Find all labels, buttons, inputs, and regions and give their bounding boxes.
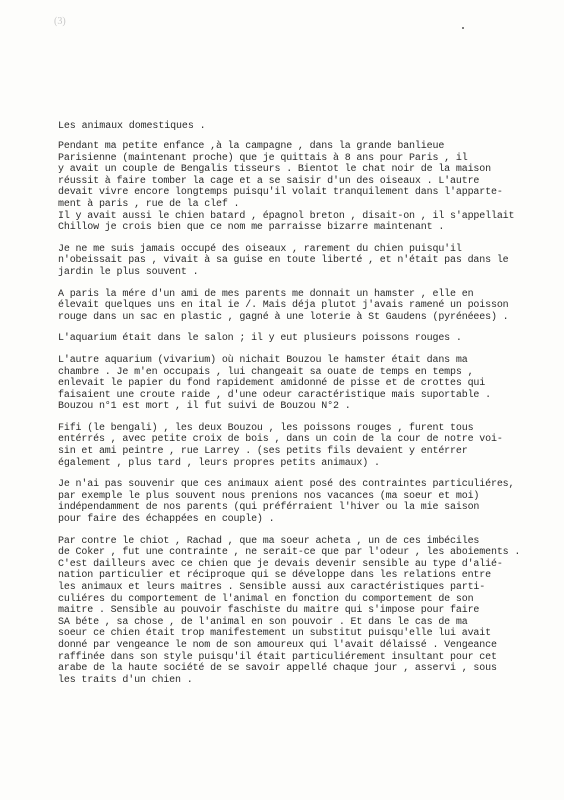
paragraph-5: L'autre aquarium (vivarium) où nichait Bouzou le hamster était dans ma chambre . Je m'en occupais , lui changeait sa ouate de temps en temps , enlevait le papier du fond rapidement amidonné de pisse et de crottes qui faisaient une croute raide , d'une odeur caractéristique mais suportable . Bouzou n°1 est mort , il fut suivi de Bouzou N°2 . [58,354,491,413]
paragraph-1: Pendant ma petite enfance ,à la campagne , dans la grande banlieue Parisienne (maintenant proche) que je quittais à 8 ans pour Paris , il y avait un couple de Bengalis tisseurs . Bientot le chat noir de la maison réussit à faire tomber la cage et a se saisir d'un des oiseaux . L'autre devait vivre encore longtemps puisqu'il volait tranquilement dans l'apparte- ment à paris , rue de la clef . Il y avait aussi le chien batard , épagnol breton , disait-on , il s'appellait Chillow je crois bien que ce nom me parraisse bizarre maintenant . [58,141,515,234]
paragraph-7: Je n'ai pas souvenir que ces animaux aient posé des contraintes particuliéres, par exemple le plus souvent nous prenions nos vacances (ma soeur et moi) indépendamment de nos parents (qui préférraient l'hiver ou la mie saison pour faire des échappées en couple) . [58,479,515,526]
paragraph-4: L'aquarium était dans le salon ; il y eut plusieurs poissons rouges . [58,333,462,345]
document-title: Les animaux domestiques . [58,121,206,132]
paragraph-8: Par contre le chiot , Rachad , que ma soeur acheta , un de ces imbéciles de Coker , fut une contrainte , ne serait-ce que par l'odeur , les aboiements . C'est dailleurs avec ce chien que je devais devenir sensible au type d'alié- nation particulier et réciproque qui se développe dans les relations entre les animaux et leurs maitres . Sensible aussi aux caractéristiques parti- culiéres du comportement de l'animal en fonction du comportement de son maitre . Sensible au pouvoir faschiste du maitre qui s'impose pour faire SA béte , sa chose , de l'animal en son pouvoir . Et dans le cas de ma soeur ce chien était trop manifestement un substitut puisqu'elle lui avait donné par vengeance le nom de son amoureux qui l'avait délaissé . Vengeance raffinée dans son style puisqu'il était particuliérement insultant pour cet arabe de la haute société de se savoir appellé chaque jour , asservi , sous les traits d'un chien . [58,535,521,686]
page-number-mark: (3) [54,16,66,27]
document-body [58,141,558,696]
paragraph-3: A paris la mére d'un ami de mes parents me donnait un hamster , elle en élevait quelques uns en ital ie /. Mais déja plutot j'avais ramené un poisson rouge dans un sac en plastic , gagné à une loterie à St Gaudens (pyrénéees) . [58,288,509,323]
ink-speck [462,27,464,29]
paragraph-2: Je ne me suis jamais occupé des oiseaux , rarement du chien puisqu'il n'obeissait pas , vivait à sa guise en toute liberté , et n'était pas dans le jardin le plus souvent . [58,243,509,278]
paragraph-6: Fifi (le bengali) , les deux Bouzou , les poissons rouges , furent tous entérrés , avec petite croix de bois , dans un coin de la cour de notre voi- sin et ami peintre , rue Larrey . (ses petits fils devaient y entérrer également , plus tard , leurs propres petits animaux) . [58,422,503,469]
